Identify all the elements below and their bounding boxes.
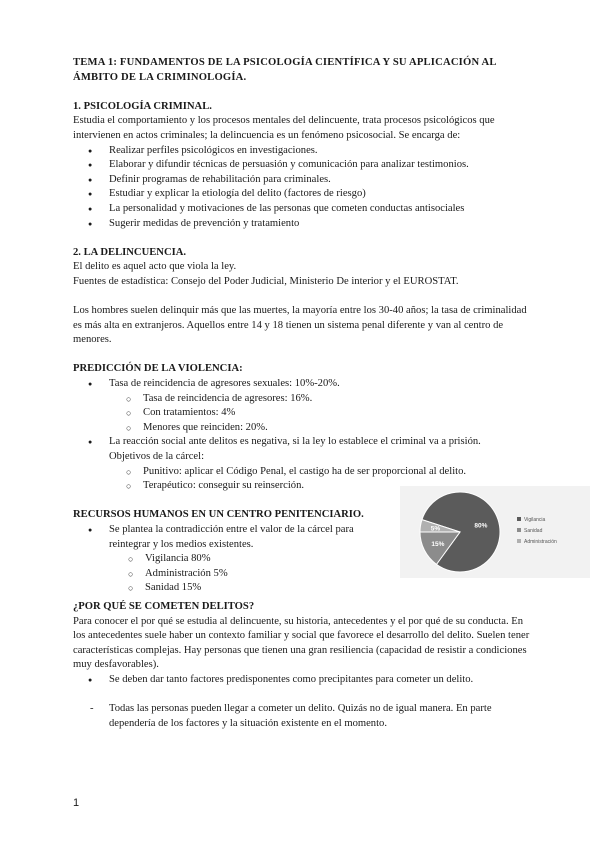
list-item: - Todas las personas pueden llegar a cometer un delito. Quizás no de igual manera. En parte dependería de los factores y la situación existente en el momento. bbox=[73, 702, 533, 731]
list-item: ● Realizar perfiles psicológicos en investigaciones. bbox=[73, 144, 533, 159]
objetivos-label: Objetivos de la cárcel: bbox=[109, 451, 205, 463]
list-item: ○ Tasa de reincidencia de agresores: 16%. bbox=[73, 392, 533, 407]
document-title: TEMA 1: FUNDAMENTOS DE LA PSICOLOGÍA CIENTÍFICA Y SU APLICACIÓN AL ÁMBITO DE LA CRIMINOLOGÍA. bbox=[73, 57, 497, 83]
list-item: ○ Vigilancia 80% bbox=[73, 552, 533, 567]
section-heading-por-que: ¿POR QUÉ SE COMETEN DELITOS? bbox=[73, 600, 255, 612]
page-number: 1 bbox=[73, 797, 80, 809]
pie-chart bbox=[400, 486, 590, 578]
list-item: ● Elaborar y difundir técnicas de persuasión y comunicación para analizar testimonios. bbox=[73, 158, 533, 173]
legend-label: Vigilancia bbox=[524, 517, 546, 523]
list-item: ● Tasa de reincidencia de agresores sexuales: 10%-20%. bbox=[73, 377, 533, 392]
pie-chart-svg bbox=[400, 486, 590, 578]
dash-list bbox=[73, 702, 533, 731]
section-heading-recursos-humanos: RECURSOS HUMANOS EN UN CENTRO PENITENCIARIO. bbox=[73, 509, 364, 521]
paragraph: Estudia el comportamiento y los procesos mentales del delincuente, trata procesos psicológicos que intervienen en actos criminales; la delincuencia es un fenómeno psicosocial. Se encarga de: bbox=[73, 115, 495, 141]
list-item: ● La reacción social ante delitos es negativa, si la ley lo establece el criminal va a prisión. bbox=[73, 435, 533, 450]
list-item: ● La personalidad y motivaciones de las personas que cometen conductas antisociales bbox=[73, 202, 533, 217]
legend-label: Administración bbox=[524, 539, 557, 545]
list-item: ● Definir programas de rehabilitación para criminales. bbox=[73, 173, 533, 188]
paragraph: Para conocer el por qué se estudia al delincuente, su historia, antecedentes y el por qué de su conducta. En los antecedentes suele haber un contexto familiar y social que favorece el desarrollo del delito. Suelen tener características complejas. Hay personas que tienen una gran resiliencia (capacidad de resistir a condiciones muy desfavorables). bbox=[73, 615, 530, 671]
list-item: ○ Con tratamientos: 4% bbox=[73, 406, 533, 421]
list-item: ○ Sanidad 15% bbox=[73, 581, 533, 596]
paragraph: Fuentes de estadística: Consejo del Poder Judicial, Ministerio De interior y el EUROSTAT. bbox=[73, 275, 459, 287]
sub-bullet-list bbox=[73, 392, 533, 436]
list-item: ○ Punitivo: aplicar el Código Penal, el castigo ha de ser proporcional al delito. bbox=[73, 465, 533, 480]
bullet-list bbox=[73, 435, 533, 450]
list-item: ○ Terapéutico: conseguir su reinserción. bbox=[73, 479, 533, 494]
list-item: ○ Menores que reinciden: 20%. bbox=[73, 421, 533, 436]
pie-data-label: 15% bbox=[431, 540, 445, 548]
list-item: ● Sugerir medidas de prevención y tratamiento bbox=[73, 217, 533, 232]
legend-swatch bbox=[517, 539, 521, 543]
legend-label: Sanidad bbox=[524, 528, 543, 534]
pie-data-label: 5% bbox=[430, 525, 441, 533]
list-item-line: reintegrar y los medios existentes. bbox=[109, 538, 254, 550]
section-heading-delincuencia: 2. LA DELINCUENCIA. bbox=[73, 246, 187, 258]
list-item: ● Estudiar y explicar la etiología del delito (factores de riesgo) bbox=[73, 187, 533, 202]
paragraph: Los hombres suelen delinquir más que las muertes, la mayoría entre los 30-40 años; la tasa de criminalidad es más alta en extranjeros. Aquellos entre 14 y 18 tienen un sistema penal diferente y van al centro de menores. bbox=[73, 305, 527, 346]
list-item: ● Se deben dar tanto factores predisponentes como precipitantes para cometer un delito. bbox=[73, 673, 533, 688]
list-item-line: Se plantea la contradicción entre el valor de la cárcel para bbox=[109, 524, 354, 535]
list-item: ○ Administración 5% bbox=[73, 567, 533, 582]
pie-data-label: 80% bbox=[474, 522, 488, 530]
section-heading-prediccion: PREDICCIÓN DE LA VIOLENCIA: bbox=[73, 363, 243, 375]
section-heading-psicologia-criminal: 1. PSICOLOGÍA CRIMINAL. bbox=[73, 100, 212, 112]
bullet-list bbox=[73, 673, 533, 688]
document-body bbox=[73, 56, 533, 731]
bullet-list bbox=[73, 377, 533, 392]
bullet-list bbox=[73, 144, 533, 232]
legend-swatch bbox=[517, 517, 521, 521]
legend-swatch bbox=[517, 528, 521, 532]
paragraph: El delito es aquel acto que viola la ley. bbox=[73, 261, 237, 273]
